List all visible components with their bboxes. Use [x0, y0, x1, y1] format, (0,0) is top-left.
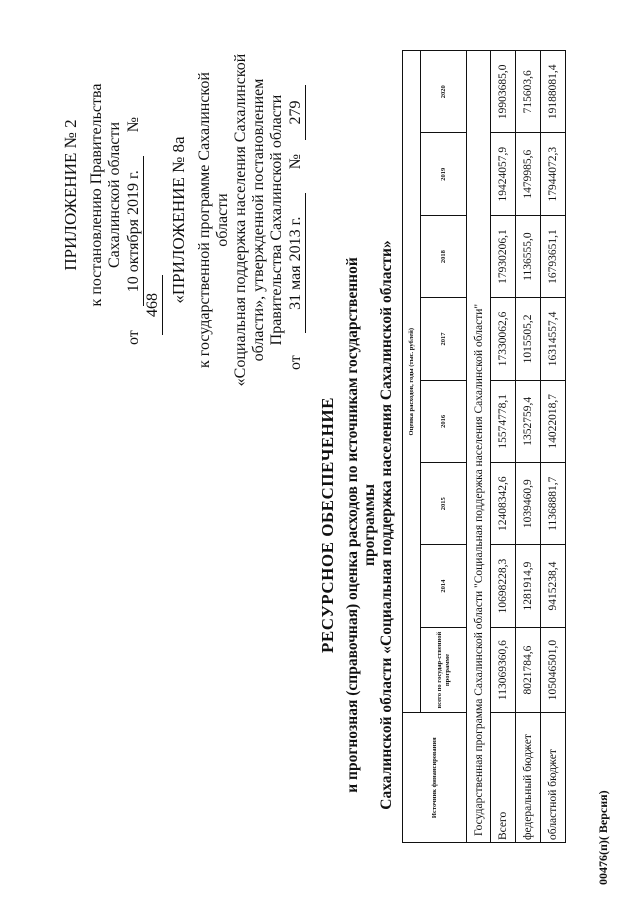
heading-line-1: и прогнозная (справочная) оценка расходов по источникам государственной программы	[344, 257, 378, 793]
cell-value: 19424057,9	[491, 133, 516, 215]
cell-value: 15574778,1	[491, 380, 516, 462]
cell-total: 105046501,0	[541, 627, 566, 713]
appendix-8a-line-1: к государственной программе Сахалинской области	[196, 72, 231, 368]
appendix-2-number-label: №	[125, 116, 142, 133]
appendix-8a-from-label: от	[287, 355, 304, 370]
cell-value: 16793651,1	[541, 215, 566, 297]
appendix-2-date: 10 октября 2019 г.	[125, 156, 144, 306]
appendix-2-date-line	[125, 45, 163, 345]
column-header-total: всего по государ-ственной программе	[421, 627, 467, 713]
table-row	[541, 51, 566, 843]
cell-value: 12408342,6	[491, 463, 516, 545]
table-row	[516, 51, 541, 843]
appendix-2-number: 468	[144, 275, 163, 335]
appendix-8a-line-2: «Социальная поддержка населения Сахалинской	[232, 53, 249, 387]
column-header-year: 2020	[421, 51, 467, 134]
cell-value: 1479985,6	[516, 133, 541, 215]
appendix-8a-line-3: области», утвержденной постановлением	[250, 78, 267, 362]
cell-value: 1352759,4	[516, 380, 541, 462]
appendix-2-line-2: Сахалинской области	[106, 121, 123, 269]
row-label: федеральный бюджет	[516, 713, 541, 843]
appendix-8a-date-line	[287, 50, 306, 390]
appendix-2-from-label: от	[125, 330, 142, 345]
column-header-year: 2017	[421, 298, 467, 380]
column-header-year: 2019	[421, 133, 467, 215]
appendix-2-line-1: к постановлению Правительства	[88, 83, 105, 307]
cell-value: 17930206,1	[491, 215, 516, 297]
cell-value: 715603,6	[516, 51, 541, 134]
table-row	[491, 51, 516, 843]
cell-value: 10698228,3	[491, 545, 516, 627]
cell-total: 8021784,6	[516, 627, 541, 713]
appendix-8a-date: 31 мая 2013 г.	[287, 193, 306, 333]
cell-value: 17944072,3	[541, 133, 566, 215]
row-label: Всего	[491, 713, 516, 843]
cell-total: 113069360,6	[491, 627, 516, 713]
appendix-8a-number-label: №	[287, 153, 304, 170]
cell-value: 9415238,4	[541, 545, 566, 627]
document-heading	[318, 225, 395, 825]
heading-title: РЕСУРСНОЕ ОБЕСПЕЧЕНИЕ	[318, 397, 337, 653]
cell-value: 14022018,7	[541, 380, 566, 462]
column-header-source: Источник финансирования	[403, 713, 467, 843]
column-header-year: 2015	[421, 463, 467, 545]
program-row: Государственная программа Сахалинской области "Социальная поддержка населения Сахалинской области"	[467, 51, 491, 843]
cell-value: 1015505,2	[516, 298, 541, 380]
appendix-8a-title: «ПРИЛОЖЕНИЕ № 8а	[169, 136, 188, 304]
appendix-8a-line-4: Правительства Сахалинской области	[268, 94, 285, 346]
column-header-year: 2014	[421, 545, 467, 627]
appendix-2-title: ПРИЛОЖЕНИЕ № 2	[61, 119, 80, 271]
heading-line-2: Сахалинской области «Социальная поддержка населения Сахалинской области»	[378, 240, 395, 810]
column-header-year: 2016	[421, 380, 467, 462]
cell-value: 19903685,0	[491, 51, 516, 134]
appendix-2-block	[62, 45, 163, 345]
cell-value: 1039460,9	[516, 463, 541, 545]
column-group-header: Оценка расходов, годы (тыс. рублей)	[403, 51, 421, 713]
cell-value: 1136555,0	[516, 215, 541, 297]
row-label: областной бюджет	[541, 713, 566, 843]
cell-value: 17330062,6	[491, 298, 516, 380]
appendix-8a-number: 279	[287, 85, 306, 140]
document-code: 00476(п)( Версия)	[596, 790, 610, 885]
cell-value: 19188081,4	[541, 51, 566, 134]
appendix-8a-block	[170, 50, 306, 390]
cell-value: 16314557,4	[541, 298, 566, 380]
cell-value: 11368881,7	[541, 463, 566, 545]
column-header-year: 2018	[421, 215, 467, 297]
cell-value: 1281914,9	[516, 545, 541, 627]
resource-table	[402, 50, 566, 843]
